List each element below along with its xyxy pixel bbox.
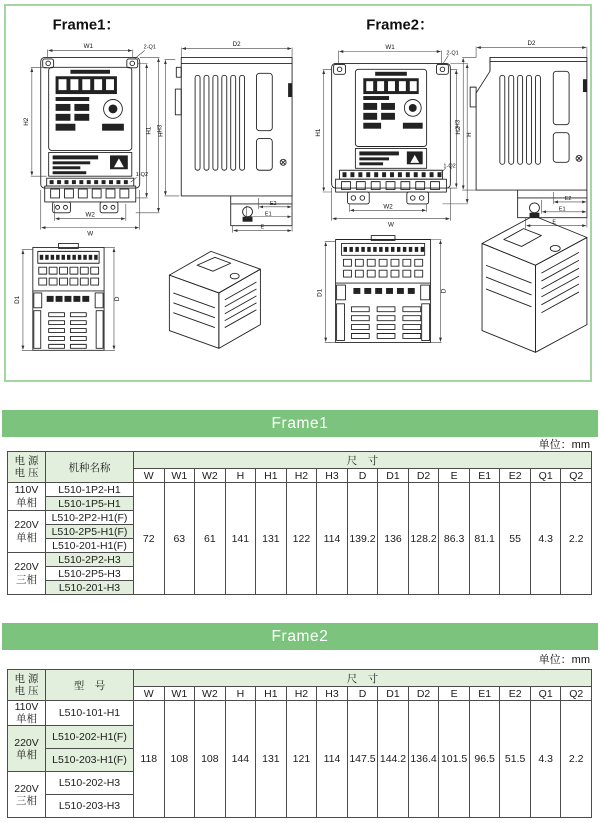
dim-value-cell: 136.4 <box>408 701 439 818</box>
dim-value-cell: 131 <box>256 701 287 818</box>
dim-label: W <box>388 221 394 229</box>
model-cell: L510-203-H1(F) <box>46 749 134 772</box>
dim-col-header: E <box>439 469 470 483</box>
frame2-isometric-view <box>482 216 587 353</box>
model-cell: L510-2P2-H3 <box>46 553 134 567</box>
model-cell: L510-201-H3 <box>46 581 134 595</box>
dim-col-header: Q2 <box>561 687 592 701</box>
dim-value-cell: 51.5 <box>500 701 531 818</box>
dim-col-header: D2 <box>408 687 439 701</box>
dim-label: H2 <box>22 117 30 126</box>
frame1-unit-label: 单位：mm <box>538 439 590 451</box>
dim-col-header: H3 <box>317 469 348 483</box>
dim-value-cell: 108 <box>164 701 195 818</box>
dim-col-header: Q1 <box>530 687 561 701</box>
model-cell: L510-202-H1(F) <box>46 726 134 749</box>
dim-label: E <box>260 224 265 231</box>
dim-value-cell: 96.5 <box>469 701 500 818</box>
frame1-drawing-title: Frame1： <box>52 17 121 34</box>
dim-col-header: E2 <box>500 469 531 483</box>
frame1-dimension-table <box>7 451 592 595</box>
dim-col-header: D <box>347 687 378 701</box>
dim-col-header: E1 <box>469 469 500 483</box>
dim-label: H1 <box>314 128 322 137</box>
power-voltage-header: 电 源 电 压 <box>8 670 46 701</box>
dim-col-header: D1 <box>378 687 409 701</box>
voltage-cell: 110V 单相 <box>8 483 46 511</box>
dim-label: D2 <box>232 41 241 49</box>
dim-value-cell: 131 <box>256 483 287 595</box>
dim-label: E1 <box>558 206 566 213</box>
dim-value-cell: 81.1 <box>469 483 500 595</box>
dim-col-header: W2 <box>195 687 226 701</box>
dim-col-header: Q1 <box>530 469 561 483</box>
dim-value-cell: 118 <box>134 701 165 818</box>
model-name-header: 机种名称 <box>46 452 134 483</box>
model-cell: L510-2P5-H3 <box>46 567 134 581</box>
model-cell: L510-202-H3 <box>46 772 134 795</box>
dim-value-cell: 136 <box>378 483 409 595</box>
dim-label: 1-Q2 <box>443 163 456 170</box>
dim-label: W1 <box>385 44 395 52</box>
dim-value-cell: 63 <box>164 483 195 595</box>
dim-label: H <box>466 132 474 137</box>
dim-col-header: W <box>134 469 165 483</box>
dim-col-header: W1 <box>164 687 195 701</box>
dim-label: H <box>157 132 165 137</box>
frame2-front-view <box>315 44 473 229</box>
dim-value-cell: 128.2 <box>408 483 439 595</box>
dim-col-header: H1 <box>256 469 287 483</box>
dim-label: W <box>87 230 94 238</box>
dim-label: H3 <box>454 119 462 128</box>
dim-value-cell: 86.3 <box>439 483 470 595</box>
dim-label: D <box>440 288 448 294</box>
dim-label: H2 <box>455 126 463 135</box>
dim-label: D2 <box>527 40 536 48</box>
frame2-side-view <box>454 40 587 229</box>
voltage-cell: 220V 单相 <box>8 511 46 553</box>
frame2-dimension-table <box>7 669 592 818</box>
dim-label: 1-Q2 <box>135 172 149 179</box>
dim-value-cell: 55 <box>500 483 531 595</box>
frame2-drawing-title: Frame2： <box>366 17 434 34</box>
dim-col-header: Q2 <box>561 469 592 483</box>
dim-label: H3 <box>156 124 164 133</box>
dim-label: W2 <box>85 211 95 219</box>
model-cell: L510-1P5-H1 <box>46 497 134 511</box>
dim-value-cell: 121 <box>286 701 317 818</box>
frame2-bottom-view <box>317 236 448 343</box>
model-cell: L510-203-H3 <box>46 795 134 818</box>
dim-value-cell: 141 <box>225 483 256 595</box>
dim-value-cell: 122 <box>286 483 317 595</box>
dim-col-header: H2 <box>286 469 317 483</box>
dim-value-cell: 4.3 <box>530 701 561 818</box>
voltage-cell: 220V 单相 <box>8 726 46 772</box>
dim-col-header: W <box>134 687 165 701</box>
dimension-drawings-panel <box>4 4 592 382</box>
dim-value-cell: 2.2 <box>561 701 592 818</box>
dim-value-cell: 144.2 <box>378 701 409 818</box>
dim-label: D1 <box>13 295 21 304</box>
dim-label: E2 <box>269 200 277 207</box>
dim-value-cell: 147.5 <box>347 701 378 818</box>
dim-value-cell: 72 <box>134 483 165 595</box>
dim-value-cell: 101.5 <box>439 701 470 818</box>
frame1-front-view <box>23 43 165 237</box>
dim-col-header: H <box>225 687 256 701</box>
voltage-cell: 220V 三相 <box>8 772 46 818</box>
model-name-header: 型 号 <box>46 670 134 701</box>
dim-label: 2-Q1 <box>446 50 459 57</box>
frame2-banner: Frame2 <box>2 623 598 650</box>
dim-label: W2 <box>383 203 393 211</box>
power-voltage-header: 电 源 电 压 <box>8 452 46 483</box>
dim-label: E2 <box>564 195 572 202</box>
frame1-bottom-view <box>14 243 121 350</box>
model-cell: L510-2P2-H1(F) <box>46 511 134 525</box>
voltage-cell: 110V 单相 <box>8 701 46 726</box>
model-cell: L510-101-H1 <box>46 701 134 726</box>
dim-label: D1 <box>316 288 324 297</box>
model-cell: L510-1P2-H1 <box>46 483 134 497</box>
model-cell: L510-2P5-H1(F) <box>46 525 134 539</box>
dim-col-header: W2 <box>195 469 226 483</box>
dim-label: D <box>113 296 121 302</box>
dim-label: E1 <box>264 211 272 218</box>
dim-col-header: H <box>225 469 256 483</box>
dim-label: H1 <box>145 126 153 135</box>
frame1-isometric-view <box>169 251 260 348</box>
dim-value-cell: 4.3 <box>530 483 561 595</box>
frame1-banner: Frame1 <box>2 410 598 437</box>
dim-label: W1 <box>83 43 93 51</box>
dim-value-cell: 108 <box>195 701 226 818</box>
dim-col-header: E2 <box>500 687 531 701</box>
dim-col-header: H1 <box>256 687 287 701</box>
dim-col-header: H3 <box>317 687 348 701</box>
dim-label: 2-Q1 <box>143 44 156 51</box>
frame2-unit-label: 单位：mm <box>538 654 590 666</box>
dim-col-header: W1 <box>164 469 195 483</box>
dim-value-cell: 144 <box>225 701 256 818</box>
dim-col-header: D2 <box>408 469 439 483</box>
dim-value-cell: 2.2 <box>561 483 592 595</box>
dim-value-cell: 114 <box>317 701 348 818</box>
size-header: 尺 寸 <box>134 452 592 469</box>
voltage-cell: 220V 三相 <box>8 553 46 595</box>
dim-col-header: H2 <box>286 687 317 701</box>
size-header: 尺 寸 <box>134 670 592 687</box>
model-cell: L510-201-H1(F) <box>46 539 134 553</box>
frame1-side-view <box>156 41 292 233</box>
dim-col-header: D <box>347 469 378 483</box>
dim-col-header: E <box>439 687 470 701</box>
dim-label: E <box>552 219 557 226</box>
dim-col-header: D1 <box>378 469 409 483</box>
dim-value-cell: 61 <box>195 483 226 595</box>
dim-value-cell: 139.2 <box>347 483 378 595</box>
dim-col-header: E1 <box>469 687 500 701</box>
dim-value-cell: 114 <box>317 483 348 595</box>
